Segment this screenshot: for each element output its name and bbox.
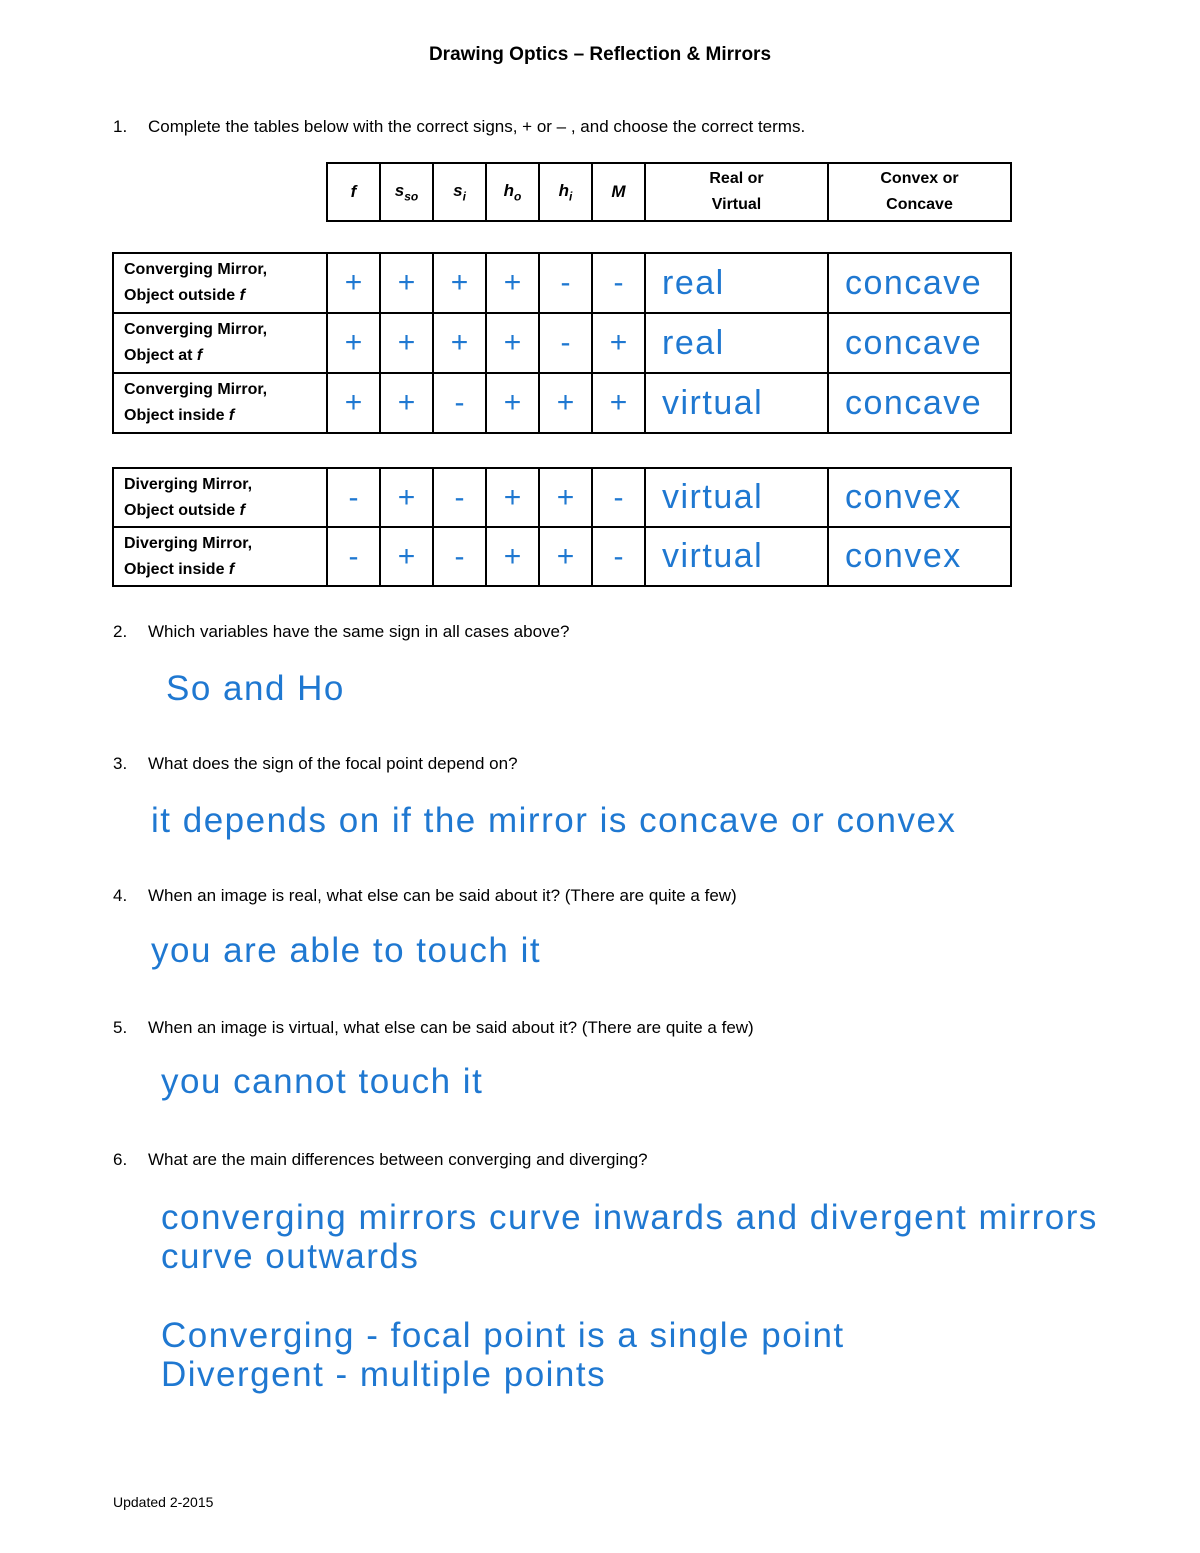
row-label-line2-text: Object outside — [124, 287, 240, 304]
sign-cell: - — [539, 313, 592, 373]
sign-cell: + — [380, 373, 433, 433]
sign-cell: + — [486, 373, 539, 433]
row-label — [113, 253, 327, 313]
header-convex-concave-line1: Convex or — [880, 170, 959, 187]
header-real-virtual-line1: Real or — [709, 170, 764, 187]
question-text: Complete the tables below with the correct signs, + or – , and choose the correct terms. — [148, 117, 806, 136]
question-number: 4. — [113, 886, 128, 905]
mirror-shape-cell: concave — [828, 253, 1011, 313]
answer-text: you cannot touch it — [161, 1062, 484, 1101]
header-hi: $h_i$ — [539, 163, 592, 221]
row-label-line2 — [124, 343, 326, 369]
header-real-virtual-line2: Virtual — [711, 196, 762, 213]
row-label-line1: Converging Mirror, — [124, 381, 268, 398]
row-label-line2-text: Object inside — [124, 407, 229, 424]
sign-cell: - — [539, 253, 592, 313]
header-so: $s_{so}$ — [380, 163, 433, 221]
sign-cell: + — [486, 468, 539, 527]
header-M: M — [592, 163, 645, 221]
row-label-variable: f — [228, 407, 235, 424]
row-label — [113, 373, 327, 433]
sign-cell: + — [433, 313, 486, 373]
sign-cell: + — [592, 373, 645, 433]
sign-cell: + — [486, 313, 539, 373]
question-text: What does the sign of the focal point depend on? — [148, 754, 518, 773]
row-label — [113, 468, 327, 527]
answer-text: it depends on if the mirror is concave or convex — [151, 801, 957, 840]
row-label-variable: f — [239, 501, 245, 519]
sign-cell: - — [592, 527, 645, 586]
answer-text: Divergent - multiple points — [161, 1355, 607, 1394]
header-ho: $h_o$ — [486, 163, 539, 221]
sign-cell: + — [380, 527, 433, 586]
question-number: 5. — [113, 1018, 128, 1037]
sign-cell: - — [592, 253, 645, 313]
answer-text: you are able to touch it — [151, 931, 542, 970]
header-so-label: so — [404, 189, 419, 204]
real-virtual-cell: virtual — [645, 527, 828, 586]
sign-cell: + — [433, 253, 486, 313]
answer-text: Converging - focal point is a single point — [161, 1316, 845, 1355]
sign-cell: - — [592, 468, 645, 527]
sign-cell: + — [486, 253, 539, 313]
table-row — [113, 468, 1011, 527]
row-label — [113, 527, 327, 586]
footer-updated: Updated 2-2015 — [113, 1494, 214, 1510]
header-si: $s_i$ — [433, 163, 486, 221]
real-virtual-cell: virtual — [645, 373, 828, 433]
row-label-line2 — [124, 403, 326, 429]
sign-cell: - — [433, 468, 486, 527]
row-label-line1: Diverging Mirror, — [124, 475, 253, 493]
question-number: 2. — [113, 622, 128, 641]
page-title: Drawing Optics – Reflection & Mirrors — [428, 44, 772, 65]
diverging-table — [112, 467, 1012, 587]
header-hi-label: i — [569, 189, 573, 204]
sign-cell: + — [380, 468, 433, 527]
row-label-variable: f — [239, 287, 245, 304]
question-text: What are the main differences between converging and diverging? — [148, 1150, 648, 1169]
question-text: When an image is virtual, what else can be said about it? (There are quite a few) — [148, 1018, 754, 1037]
sign-cell: - — [433, 373, 486, 433]
header-f: f — [327, 163, 380, 221]
answer-text: So and Ho — [166, 669, 345, 708]
header-convex-concave — [828, 163, 1011, 221]
answer-text: converging mirrors curve inwards and divergent mirrors — [161, 1198, 1098, 1237]
question-number: 3. — [113, 754, 128, 773]
row-label-line2 — [124, 283, 326, 309]
sign-cell: + — [539, 527, 592, 586]
mirror-shape-cell: concave — [828, 313, 1011, 373]
real-virtual-cell: real — [645, 253, 828, 313]
row-label-line2 — [124, 498, 326, 524]
sign-cell: + — [327, 373, 380, 433]
mirror-shape-cell: convex — [828, 468, 1011, 527]
table-row — [113, 313, 1011, 373]
header-real-virtual — [645, 163, 828, 221]
sign-cell: + — [592, 313, 645, 373]
table-row — [113, 527, 1011, 586]
question-text: When an image is real, what else can be said about it? (There are quite a few) — [148, 886, 737, 905]
sign-cell: - — [327, 468, 380, 527]
header-ho-label: o — [514, 189, 522, 204]
row-label-line2-text: Object inside — [124, 560, 229, 578]
header-convex-concave-line2: Concave — [886, 196, 953, 213]
row-label-line1: Converging Mirror, — [124, 321, 268, 338]
row-label — [113, 313, 327, 373]
row-label-line2-text: Object outside — [124, 501, 240, 519]
real-virtual-cell: virtual — [645, 468, 828, 527]
table-row — [113, 253, 1011, 313]
row-label-line2 — [124, 557, 326, 583]
answer-text: curve outwards — [161, 1237, 420, 1276]
row-label-line1: Diverging Mirror, — [124, 534, 253, 552]
question-number: 1. — [113, 117, 128, 136]
sign-cell: - — [433, 527, 486, 586]
question-text: Which variables have the same sign in all cases above? — [148, 622, 570, 641]
sign-cell: - — [327, 527, 380, 586]
row-label-variable: f — [196, 347, 203, 364]
question-number: 6. — [113, 1150, 128, 1169]
mirror-shape-cell: convex — [828, 527, 1011, 586]
sign-cell: + — [539, 468, 592, 527]
real-virtual-cell: real — [645, 313, 828, 373]
sign-cell: + — [380, 313, 433, 373]
sign-cell: + — [539, 373, 592, 433]
sign-cell: + — [380, 253, 433, 313]
sign-cell: + — [327, 253, 380, 313]
row-label-line1: Converging Mirror, — [124, 261, 268, 278]
table-row — [113, 373, 1011, 433]
row-label-variable: f — [228, 560, 235, 578]
header-si-label: i — [462, 189, 466, 204]
table-header — [326, 162, 1012, 222]
sign-cell: + — [327, 313, 380, 373]
mirror-shape-cell: concave — [828, 373, 1011, 433]
row-label-line2-text: Object at — [124, 347, 197, 364]
sign-cell: + — [486, 527, 539, 586]
converging-table — [112, 252, 1012, 434]
